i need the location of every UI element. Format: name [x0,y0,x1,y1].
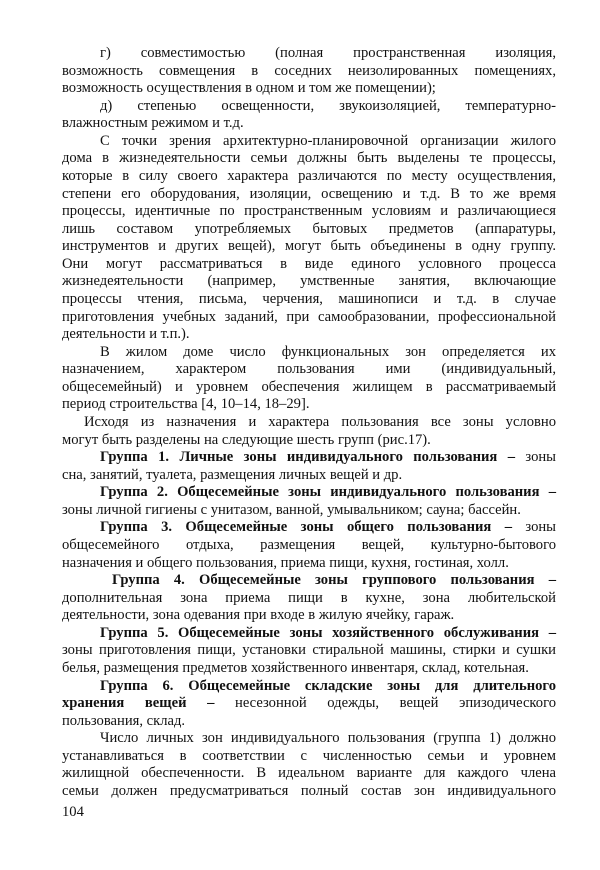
group-2-line [100,483,556,502]
text-line: общесемейный) и уровнем обеспечения жилищем в рассматриваемый [62,378,556,395]
text-line: период строительства [4, 10–14, 18–29]. [62,396,310,413]
text-line: г) совместимостью (полная пространственная изоляция, [100,45,556,61]
text-line: деятельности, зона одевания при входе в жилую ячейку, гараж. [62,607,455,624]
text-line: В жилом доме число функциональных зон определяется их [100,343,556,360]
group-5-heading: Группа 5. Общесемейные зоны хозяйственного обслуживания – [100,624,556,641]
text-line: деятельности и т.п.). [62,326,190,343]
group-3-heading: Группа 3. Общесемейные зоны общего пользования – [100,519,512,536]
text-line: которые в силу своего характера различаются по месту осуществления, [62,168,556,184]
text-line: д) степенью освещенности, звукоизоляцией, температурно- [100,97,556,114]
text-line: процессы чтения, письма, черчения, машинописи и т.д. в случае [62,291,556,307]
group-4-line [112,571,556,590]
text-line: влажностным режимом и т.д. [62,115,244,132]
group-1-line: Группа 1. Личные зоны индивидуального пользования – зоны [100,449,556,466]
text-line: приготовления учебных заданий, при самообразовании, профессиональной [62,308,556,325]
page-number: 104 [62,804,84,820]
text-line: жизнедеятельности (например, умственные занятия, включающие [62,273,556,290]
group-2-heading: Группа 2. Общесемейные зоны индивидуального пользования – [100,484,556,501]
text-line: пользования, склад. [62,712,186,729]
group-6-line-2: хранения вещей – несезонной одежды, вещей эпизодического [62,695,556,712]
text-line: дополнительная зона приема пищи в кухне, зона любительской [62,589,556,606]
group-6-heading: Группа 6. Общесемейные складские зоны для длительного [100,677,556,694]
text-line: семьи должен предусматриваться полный состав зон индивидуального [62,783,556,799]
group-4-heading: Группа 4. Общесемейные зоны группового пользования – [112,572,556,589]
text-line: Число личных зон индивидуального пользования (группа 1) должно [100,730,556,747]
text-line: Они могут рассматриваться в виде единого условного процесса [62,255,556,272]
text-line: дома в жизнедеятельности семьи должны быть выделены те процессы, [62,150,556,167]
group-3-line: Группа 3. Общесемейные зоны общего пользования – зоны [100,519,556,536]
text-line: зоны личной гигиены с унитазом, ванной, умывальником; сауна; бассейн. [62,501,521,518]
text-line: Исходя из назначения и характера пользования все зоны условно [84,414,556,430]
text-line: зоны приготовления пищи, установки стиральной машины, стирки и сушки [62,642,556,659]
text-line: сна, занятий, туалета, размещения личных вещей и др. [62,466,403,483]
text-line: инструментов и других вещей), могут быть объединены в одну группу. [62,238,556,255]
text-line: процессы, идентичные по пространственным условиям и различающиеся [62,203,556,220]
group-1-heading: Группа 1. Личные зоны индивидуального пользования – [100,449,515,466]
text-line: белья, размещения предметов хозяйственного инвентаря, склад, котельная. [62,660,529,676]
text-line: назначения и общего пользования, приема пищи, кухня, гостиная, холл. [62,554,509,571]
text-line: лишь составом употребляемых бытовых предметов (аппаратуры, [62,220,556,237]
text-line: степени его оборудования, изоляции, освещению и т.д. В то же время [62,185,556,202]
text-line: могут быть разделены на следующие шесть групп (рис.17). [62,431,431,448]
text-line: С точки зрения архитектурно-планировочной организации жилого [100,132,556,149]
text-line: устанавливаться в соответствии с численностью семьи и уровнем [62,747,556,764]
text-line: общесемейного отдыха, размещения вещей, культурно-бытового [62,537,556,553]
text-line: возможность осуществления в одном и том же помещении); [62,80,436,97]
text-line: назначением, характером пользования ими (индивидуальный, [62,361,556,378]
text-line: жилищной обеспеченности. В идеальном варианте для каждого члена [62,765,556,782]
group-6-line [100,677,556,696]
group-5-line [100,624,556,643]
text-line: возможность совмещения в соседних неизолированных помещениях, [62,62,556,79]
